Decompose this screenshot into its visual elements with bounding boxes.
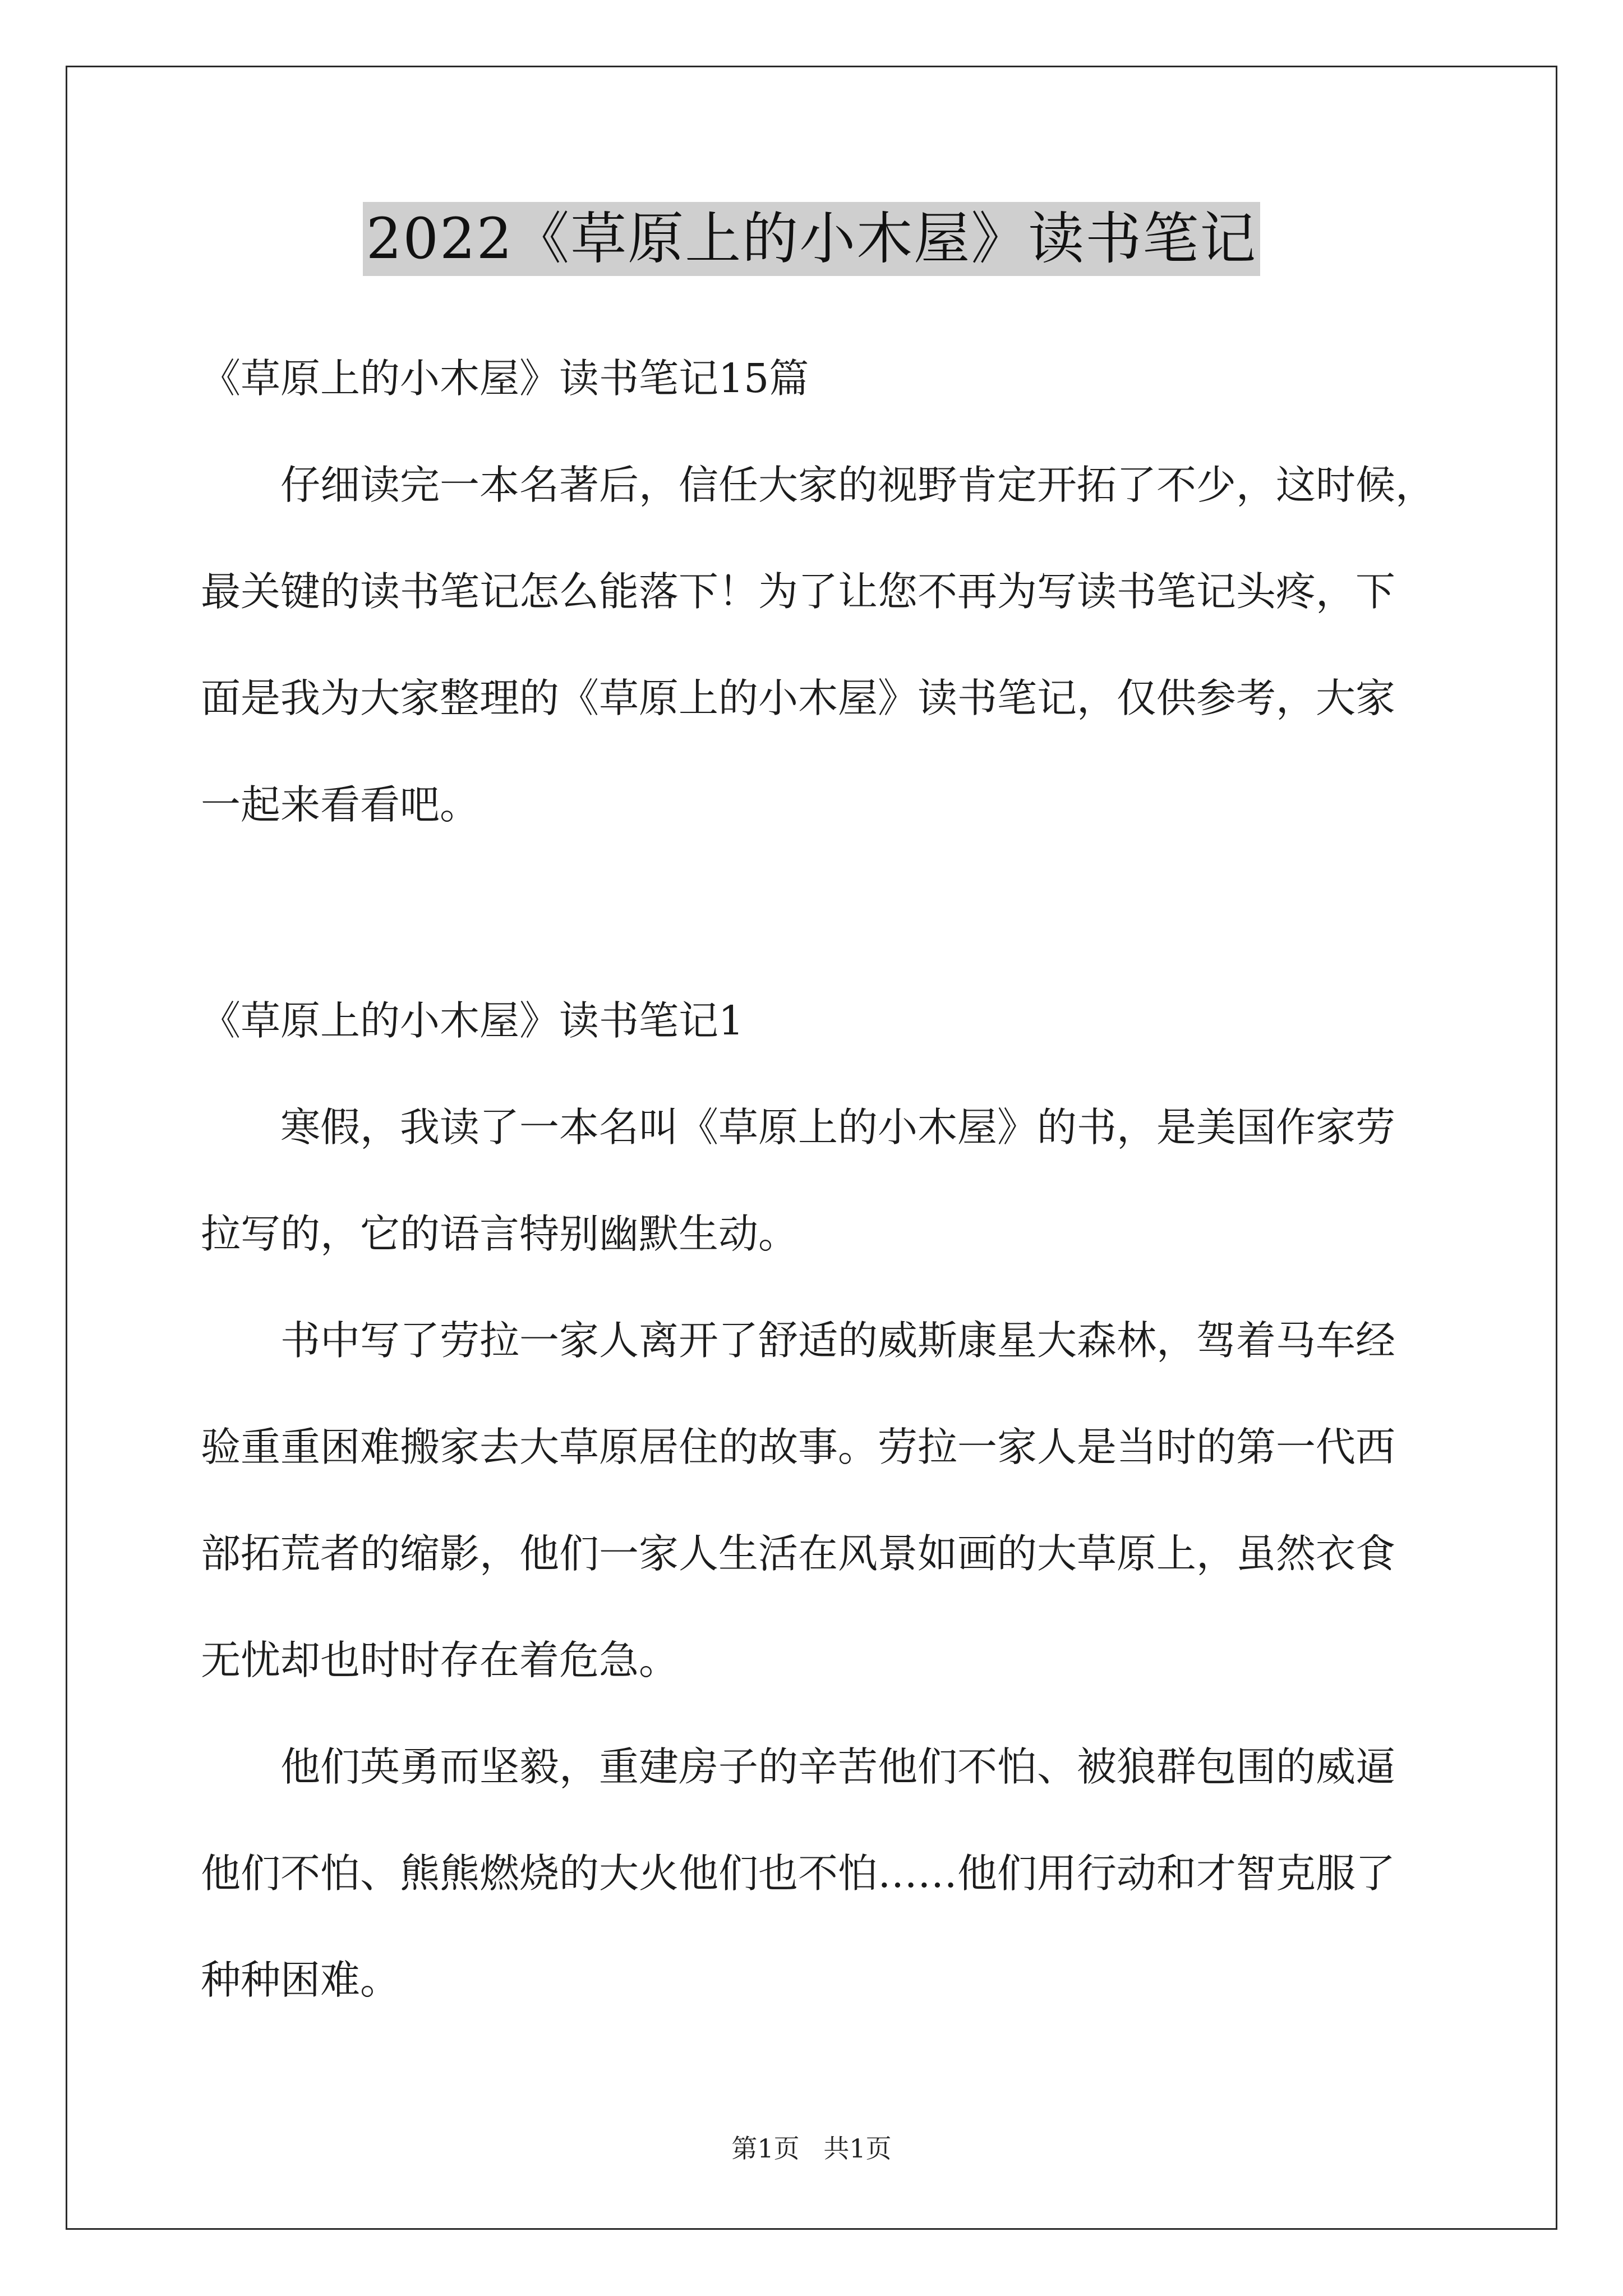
body-line: 部拓荒者的缩影，他们一家人生活在风景如画的大草原上，虽然衣食 — [201, 1530, 1396, 1577]
body-line: 拉写的，它的语言特别幽默生动。 — [201, 1211, 799, 1257]
body-line: 无忧却也时时存在着危急。 — [201, 1637, 679, 1683]
page-number-current: 第1页 — [731, 2133, 800, 2164]
intro-line: 最关键的读书笔记怎么能落下！为了让您不再为写读书笔记头疼，下 — [201, 568, 1396, 615]
intro-line: 面是我为大家整理的《草原上的小木屋》读书笔记，仅供参考，大家 — [201, 675, 1396, 721]
body-line: 书中写了劳拉一家人离开了舒适的威斯康星大森林，驾着马车经 — [280, 1317, 1396, 1364]
intro-line: 一起来看看吧。 — [201, 781, 480, 828]
subtitle: 《草原上的小木屋》读书笔记15篇 — [201, 355, 809, 402]
section-heading: 《草原上的小木屋》读书笔记1 — [201, 997, 744, 1044]
body-line: 种种困难。 — [201, 1957, 400, 2003]
page-number-total: 共1页 — [823, 2133, 892, 2164]
intro-line: 仔细读完一本名著后，信任大家的视野肯定开拓了不少，这时候， — [280, 462, 1436, 508]
page-footer — [0, 2132, 1623, 2165]
body-line: 验重重困难搬家去大草原居住的故事。劳拉一家人是当时的第一代西 — [201, 1424, 1396, 1470]
body-line: 他们英勇而坚毅，重建房子的辛苦他们不怕、被狼群包围的威逼 — [280, 1743, 1396, 1790]
document-title: 2022《草原上的小木屋》读书笔记 — [363, 202, 1261, 276]
body-line: 他们不怕、熊熊燃烧的大火他们也不怕……他们用行动和才智克服了 — [201, 1850, 1396, 1897]
title-container — [0, 202, 1623, 276]
body-line: 寒假，我读了一本名叫《草原上的小木屋》的书，是美国作家劳 — [280, 1104, 1396, 1151]
